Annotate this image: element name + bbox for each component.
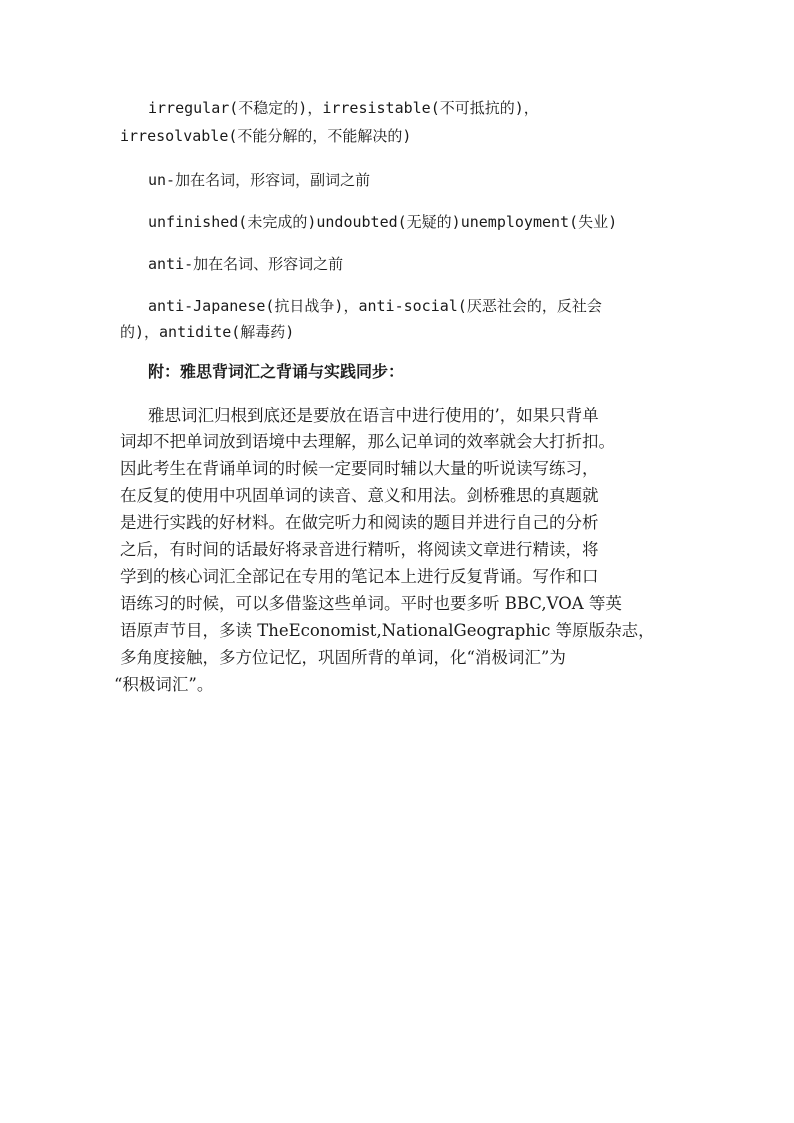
paragraph-line: 之后，有时间的话最好将录音进行精听，将阅读文章进行精读，将 <box>120 540 599 559</box>
text-line: irresolvable(不能分解的，不能解决的) <box>120 127 412 145</box>
text-line: irregular(不稳定的)，irresistable(不可抵抗的)， <box>148 99 539 117</box>
paragraph-line: “积极词汇”。 <box>114 675 214 694</box>
paragraph-line: 词却不把单词放到语境中去理解，那么记单词的效率就会大打折扣。 <box>120 432 615 451</box>
text-line: unfinished(未完成的)undoubted(无疑的)unemployment(失业) <box>148 213 618 231</box>
text-line: anti-加在名词、形容词之前 <box>148 255 344 273</box>
paragraph-line: 在反复的使用中巩固单词的读音、意义和用法。剑桥雅思的真题就 <box>120 486 599 505</box>
paragraph-line: 因此考生在背诵单词的时候一定要同时辅以大量的听说读写练习， <box>120 459 599 478</box>
text-line: 的)，antidite(解毒药) <box>120 323 295 341</box>
paragraph-line: 语练习的时候，可以多借鉴这些单词。平时也要多听 BBC,VOA 等英 <box>120 594 622 613</box>
text-line: un-加在名词，形容词，副词之前 <box>148 171 371 189</box>
paragraph-line: 学到的核心词汇全部记在专用的笔记本上进行反复背诵。写作和口 <box>120 567 599 586</box>
paragraph-line: 语原声节目，多读 TheEconomist,NationalGeographic 等原版杂志， <box>120 621 655 640</box>
paragraph-line: 是进行实践的好材料。在做完听力和阅读的题目并进行自己的分析 <box>120 513 599 532</box>
appendix-heading: 附：雅思背词汇之背诵与实践同步： <box>148 362 405 381</box>
text-line: anti-Japanese(抗日战争)，anti-social(厌恶社会的，反社会 <box>148 297 602 315</box>
paragraph-line: 多角度接触，多方位记忆，巩固所背的单词，化“消极词汇”为 <box>120 648 566 667</box>
paragraph-line: 雅思词汇归根到底还是要放在语言中进行使用的’，如果只背单 <box>148 406 599 425</box>
